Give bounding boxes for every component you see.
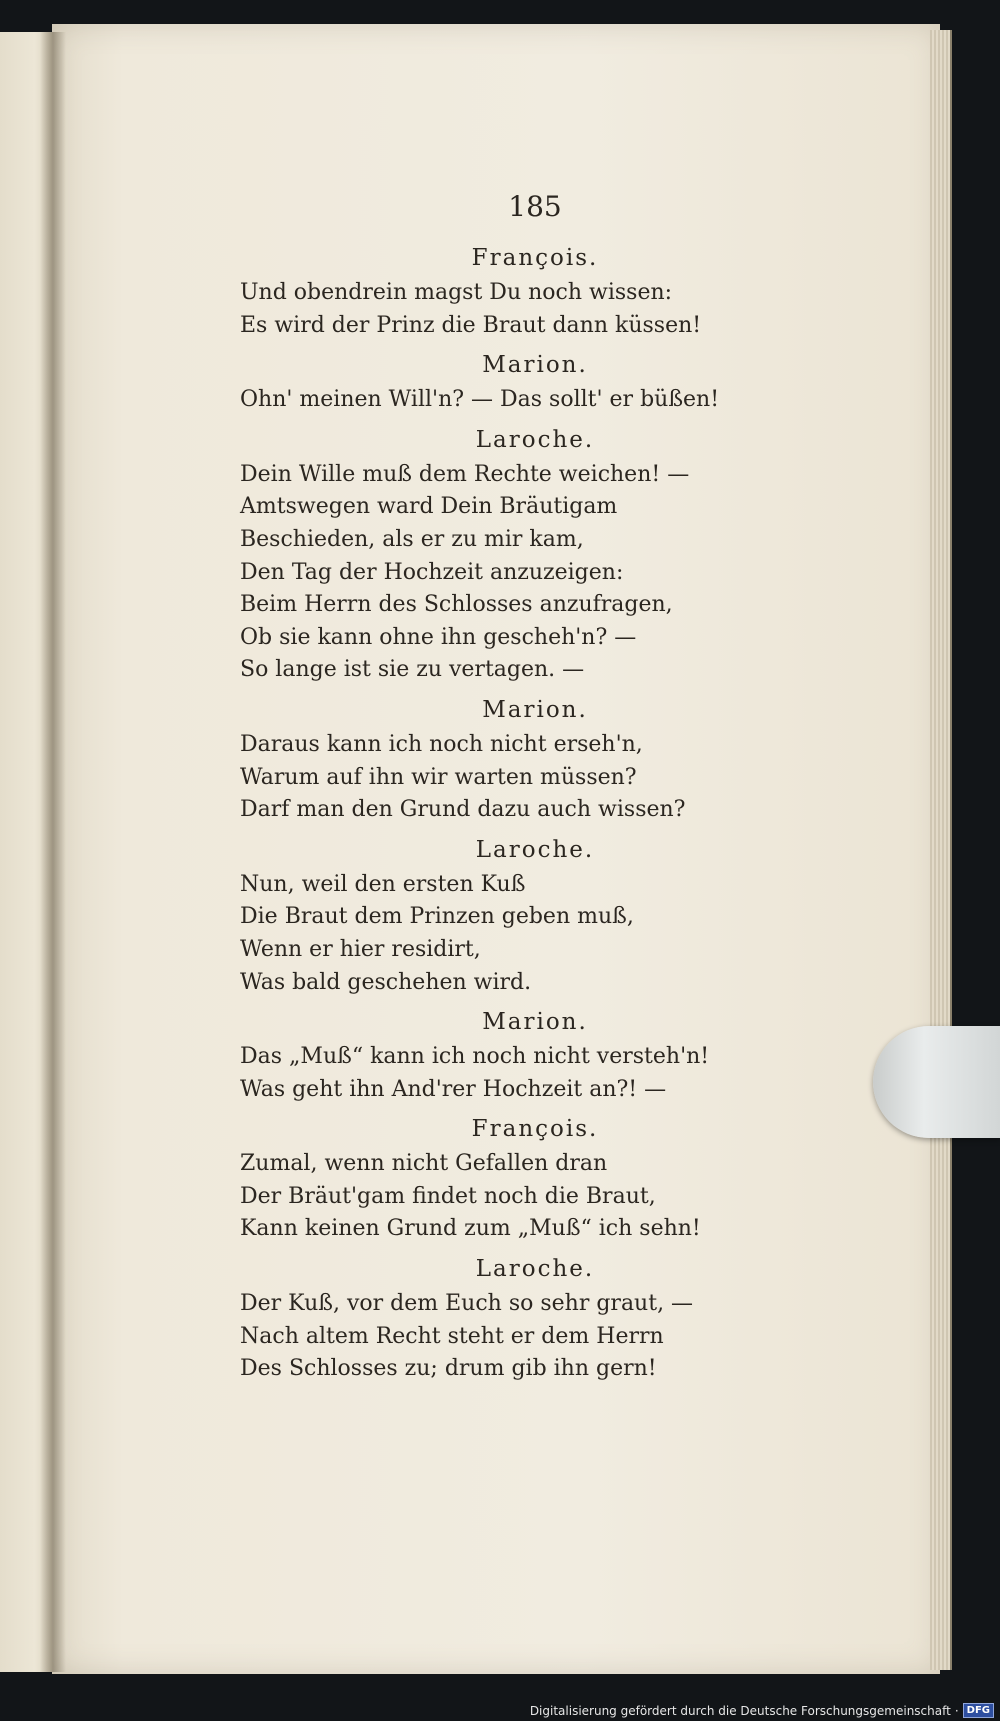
verse-line: Ohn' meinen Will'n? — Das sollt' er büßen! [240, 387, 720, 413]
digitization-footer [530, 1703, 994, 1718]
verse-line: Daraus kann ich noch nicht erseh'n, [240, 731, 643, 757]
footer-credit: Digitalisierung gefördert durch die Deutsche Forschungsgemeinschaft [529, 1703, 951, 1718]
page-clip-tab [873, 1026, 1000, 1138]
verse-line: Und obendrein magst Du noch wissen: [240, 280, 673, 305]
verse-line: Warum auf ihn wir warten müssen? [240, 764, 637, 790]
verse-block [240, 243, 800, 1386]
speaker-name: Laroche. [475, 1256, 595, 1283]
page-text [240, 190, 800, 1386]
verse-line: Darf man den Grund dazu auch wissen? [240, 797, 686, 823]
speaker-name: Marion. [482, 1009, 588, 1036]
verse-line: Den Tag der Hochzeit anzuzeigen: [240, 559, 624, 585]
verse-line: Der Kuß, vor dem Euch so sehr graut, — [240, 1291, 694, 1317]
footer-separator: · [954, 1703, 959, 1718]
verse-line: Das „Muß“ kann ich noch nicht versteh'n! [240, 1044, 710, 1070]
verse-line: Es wird der Prinz die Braut dann küssen! [240, 312, 702, 338]
verse-line: Ob sie kann ohne ihn gescheh'n? — [240, 624, 637, 650]
speaker-name: Laroche. [475, 836, 595, 863]
page-number: 185 [508, 190, 562, 223]
verse-line: Der Bräut'gam findet noch die Braut, [240, 1183, 656, 1209]
verse-line: Was bald geschehen wird. [240, 969, 532, 995]
verse-line: So lange ist sie zu vertagen. — [240, 657, 585, 683]
verse-line: Zumal, wenn nicht Gefallen dran [240, 1151, 608, 1177]
verse-line: Was geht ihn And'rer Hochzeit an?! — [240, 1076, 667, 1102]
speaker-name: François. [471, 245, 599, 271]
book-gutter [40, 32, 66, 1672]
verse-line: Des Schlosses zu; drum gib ihn gern! [240, 1356, 657, 1382]
speaker-name: Laroche. [475, 426, 595, 453]
verse-line: Nun, weil den ersten Kuß [240, 871, 526, 897]
verse-line: Beschieden, als er zu mir kam, [240, 526, 584, 552]
verse-line: Die Braut dem Prinzen geben muß, [240, 904, 634, 930]
speaker-name: François. [471, 1116, 599, 1143]
verse-line: Amtswegen ward Dein Bräutigam [240, 494, 618, 520]
verse-line: Nach altem Recht steht er dem Herrn [240, 1323, 664, 1349]
verse-line: Kann keinen Grund zum „Muß“ ich sehn! [240, 1216, 701, 1242]
page-stack-edge [930, 30, 952, 1670]
verse-line: Wenn er hier residirt, [240, 936, 481, 962]
verse-line: Dein Wille muß dem Rechte weichen! — [240, 461, 690, 487]
speaker-name: Marion. [482, 696, 588, 723]
dfg-logo: DFG [963, 1703, 994, 1718]
verse-line: Beim Herrn des Schlosses anzufragen, [240, 592, 673, 618]
speaker-name: Marion. [482, 352, 588, 379]
